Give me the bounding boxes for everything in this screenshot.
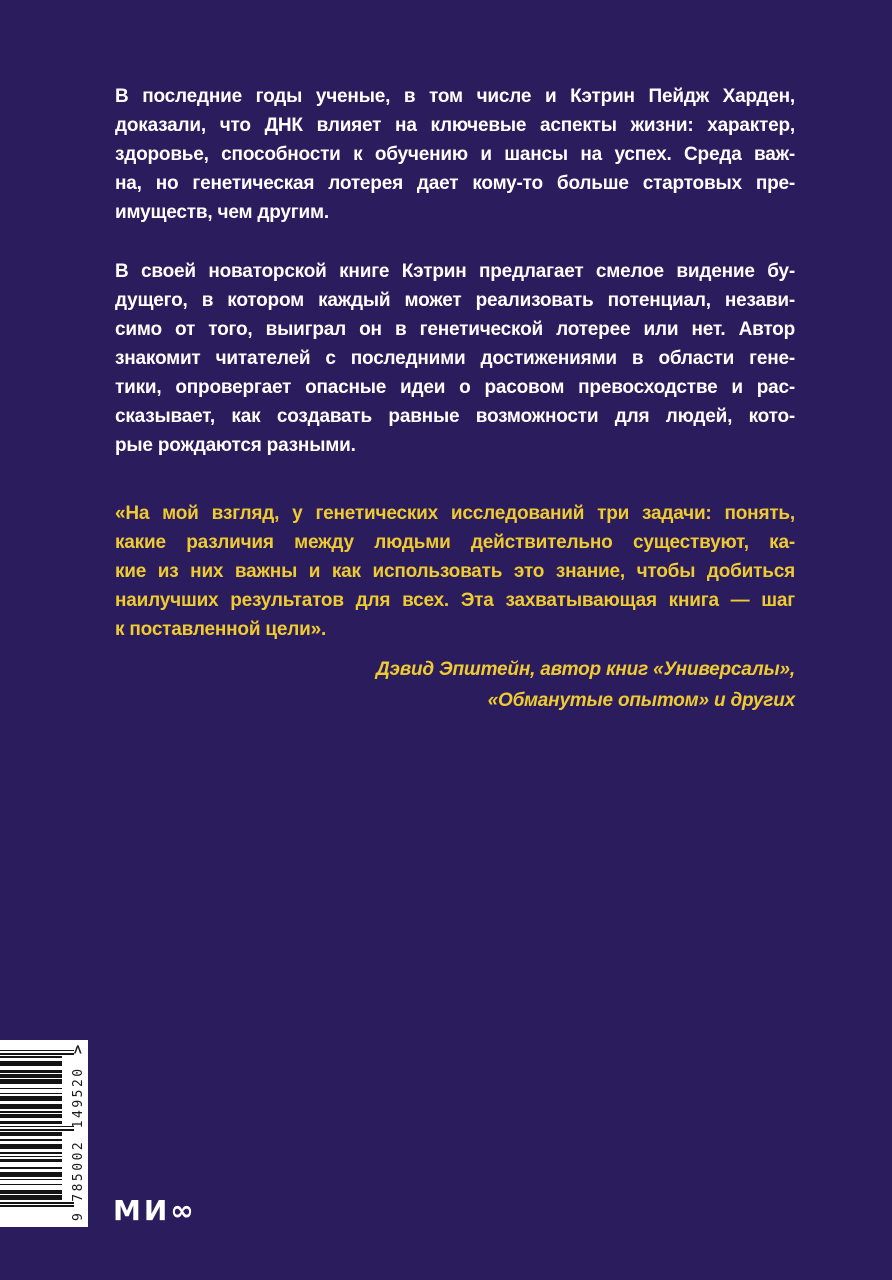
barcode-bar xyxy=(0,1126,74,1128)
barcode-bar xyxy=(0,1113,62,1115)
paragraph-line: имуществ, чем другим. xyxy=(115,202,329,223)
barcode-bar xyxy=(0,1116,62,1118)
barcode-bar xyxy=(0,1172,62,1174)
barcode-bar xyxy=(0,1152,62,1154)
paragraph-line: симо от того, выиграл он в генетической лотерее или нет. Автор xyxy=(115,319,795,340)
barcode-bar xyxy=(0,1075,62,1077)
annotation-paragraph-1 xyxy=(115,82,795,227)
barcode-bar xyxy=(0,1070,62,1072)
barcode-bar xyxy=(0,1132,62,1134)
barcode-bar xyxy=(0,1118,62,1120)
attribution-line: «Обманутые опытом» и других xyxy=(487,690,795,711)
barcode-bar xyxy=(0,1065,62,1067)
barcode-bar xyxy=(0,1156,62,1158)
barcode-bar xyxy=(0,1139,62,1141)
barcode-bar xyxy=(0,1200,62,1202)
barcode-bar xyxy=(0,1202,74,1204)
paragraph-line: знакомит читателей с последними достижениями в области гене- xyxy=(115,348,795,369)
paragraph-line: здоровье, способности к обучению и шансы на успех. Среда важ- xyxy=(115,144,795,165)
barcode-bar xyxy=(0,1106,62,1108)
barcode-bar xyxy=(0,1114,62,1116)
barcode-bar xyxy=(0,1154,62,1156)
barcode-bar xyxy=(0,1078,62,1080)
barcode-digit-lead: 9 xyxy=(71,1213,86,1221)
barcode-bar xyxy=(0,1055,62,1057)
paragraph-line: дущего, в котором каждый может реализовать потенциал, незави- xyxy=(115,290,795,311)
barcode-bar xyxy=(0,1098,62,1100)
barcode-bar xyxy=(0,1088,62,1090)
barcode-bar xyxy=(0,1068,62,1070)
barcode-bar xyxy=(0,1184,62,1186)
barcode-bar xyxy=(0,1099,62,1101)
barcode-bar xyxy=(0,1108,62,1110)
barcode-bar xyxy=(0,1123,62,1125)
barcode-bar xyxy=(0,1084,62,1086)
endorsement-quote xyxy=(115,499,795,644)
paragraph-line: сказывает, как создавать равные возможности для людей, кото- xyxy=(115,406,795,427)
barcode-bar xyxy=(0,1189,62,1191)
barcode-bar xyxy=(0,1131,62,1133)
barcode-digit-group: 785002 xyxy=(71,1139,86,1202)
barcode-bar xyxy=(0,1061,62,1063)
barcode-bar xyxy=(0,1164,62,1166)
barcode-bar xyxy=(0,1151,62,1153)
paragraph-line: В последние годы ученые, в том числе и Кэтрин Пейдж Харден, xyxy=(115,86,795,107)
annotation-paragraph-2 xyxy=(115,257,795,460)
barcode-bar xyxy=(0,1194,62,1196)
barcode-bar xyxy=(0,1146,62,1148)
barcode-bar xyxy=(0,1083,62,1085)
quote-line: к поставленной цели». xyxy=(115,619,327,640)
barcode-bar xyxy=(0,1166,62,1168)
publisher-logo-mif: МИ∞ xyxy=(113,1194,197,1227)
barcode-bar xyxy=(0,1103,62,1105)
paragraph-line: В своей новаторской книге Кэтрин предлагает смелое видение бу- xyxy=(115,261,795,282)
barcode-bar xyxy=(0,1179,62,1181)
barcode-bar xyxy=(0,1066,62,1068)
barcode-bar xyxy=(0,1071,62,1073)
barcode-digits xyxy=(62,1040,89,1227)
barcode-bar xyxy=(0,1111,62,1113)
barcode-bar xyxy=(0,1053,74,1055)
barcode-bar xyxy=(0,1176,62,1178)
barcode-bar xyxy=(0,1159,62,1161)
barcode-bar xyxy=(0,1171,62,1173)
barcode-bar xyxy=(0,1197,62,1199)
barcode-bar xyxy=(0,1058,62,1060)
barcode-bar xyxy=(0,1081,62,1083)
barcode-bar xyxy=(0,1129,74,1131)
barcode-bar xyxy=(0,1199,62,1201)
barcode-bar xyxy=(0,1205,74,1207)
barcode-bar xyxy=(0,1128,62,1130)
barcode-bar xyxy=(0,1185,62,1187)
barcode-bar xyxy=(0,1051,62,1053)
barcode-bar xyxy=(0,1104,62,1106)
barcode-bar xyxy=(0,1124,62,1126)
barcode-bar xyxy=(0,1079,62,1081)
barcode-bar xyxy=(0,1136,62,1138)
quote-line: наилучших результатов для всех. Эта захватывающая книга — шаг xyxy=(115,590,795,611)
barcode-bars xyxy=(0,1050,62,1207)
barcode-bar xyxy=(0,1177,62,1179)
barcode-bar xyxy=(0,1174,62,1176)
quote-line: кие из них важны и как использовать это знание, чтобы добиться xyxy=(115,561,795,582)
paragraph-line: тики, опровергает опасные идеи о расовом превосходстве и рас- xyxy=(115,377,795,398)
attribution-line: Дэвид Эпштейн, автор книг «Универсалы», xyxy=(375,659,795,680)
barcode-bar xyxy=(0,1091,62,1093)
isbn-barcode-rotated xyxy=(0,1040,88,1227)
barcode-bar xyxy=(0,1195,62,1197)
barcode-bar xyxy=(0,1192,62,1194)
barcode-bar xyxy=(0,1060,62,1062)
barcode-bar xyxy=(0,1190,62,1192)
barcode-bar xyxy=(0,1161,62,1163)
quote-line: какие различия между людьми действительно существуют, ка- xyxy=(115,532,795,553)
barcode-bar xyxy=(0,1093,62,1095)
quote-line: «На мой взгляд, у генетических исследований три задачи: понять, xyxy=(115,503,795,524)
barcode-bar xyxy=(0,1101,62,1103)
barcode-end-arrow: > xyxy=(71,1044,86,1055)
barcode-bar xyxy=(0,1089,62,1091)
barcode-bar xyxy=(0,1086,62,1088)
barcode-bar xyxy=(0,1096,62,1098)
barcode-bar xyxy=(0,1119,62,1121)
barcode-bar xyxy=(0,1187,62,1189)
barcode-bar xyxy=(0,1050,74,1052)
barcode-bar xyxy=(0,1142,62,1144)
barcode-digit-group: 149520 xyxy=(71,1066,86,1129)
barcode-bar xyxy=(0,1109,62,1111)
barcode-bar xyxy=(0,1144,62,1146)
quote-attribution xyxy=(115,654,795,716)
barcode-bar xyxy=(0,1162,62,1164)
barcode-bar xyxy=(0,1137,62,1139)
paragraph-line: на, но генетическая лотерея дает кому-то больше стартовых пре- xyxy=(115,173,795,194)
barcode-bar xyxy=(0,1141,62,1143)
barcode-bar xyxy=(0,1134,62,1136)
barcode-bar xyxy=(0,1157,62,1159)
isbn-barcode xyxy=(0,1040,88,1227)
barcode-bar xyxy=(0,1182,62,1184)
barcode-bar xyxy=(0,1147,62,1149)
barcode-bar xyxy=(0,1149,62,1151)
barcode-bar xyxy=(0,1063,62,1065)
barcode-bar xyxy=(0,1169,62,1171)
barcode-bar xyxy=(0,1167,62,1169)
barcode-bar xyxy=(0,1076,62,1078)
paragraph-line: рые рождаются разными. xyxy=(115,435,356,456)
paragraph-line: доказали, что ДНК влияет на ключевые аспекты жизни: характер, xyxy=(115,115,795,136)
barcode-bar xyxy=(0,1181,62,1183)
barcode-bar xyxy=(0,1056,62,1058)
barcode-bar xyxy=(0,1073,62,1075)
barcode-bar xyxy=(0,1121,62,1123)
barcode-bar xyxy=(0,1094,62,1096)
barcode-bar xyxy=(0,1204,62,1206)
